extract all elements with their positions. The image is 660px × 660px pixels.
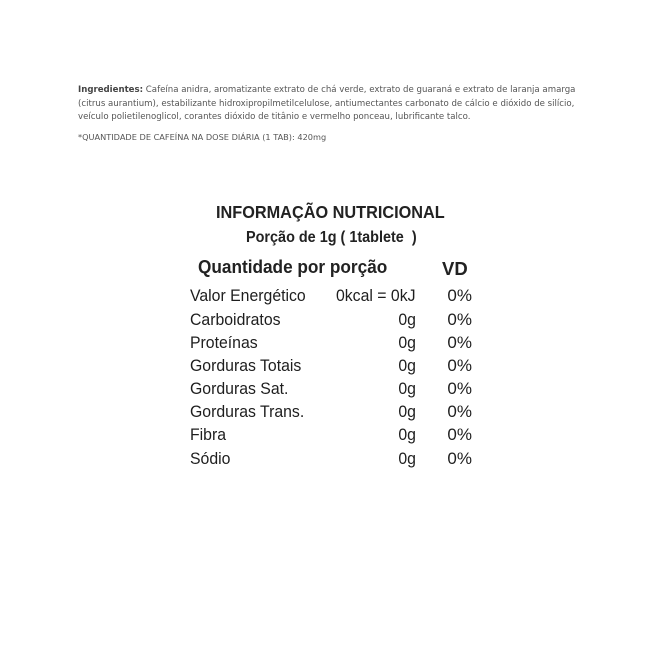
nutrient-daily-value: 0% [447,402,472,421]
nutrient-amount: 0g [398,310,416,329]
nutrient-daily-value: 0% [447,356,472,375]
nutrient-amount: 0g [398,402,416,421]
nutrient-daily-value: 0% [447,310,472,329]
nutrient-daily-value: 0% [447,333,472,352]
nutrition-title: INFORMAÇÃO NUTRICIONAL [216,202,445,222]
nutrient-amount: 0g [398,356,416,375]
nutrient-name: Carboidratos [190,310,281,329]
caffeine-dose-note: *QUANTIDADE DE CAFEÍNA NA DOSE DIÁRIA (1 TAB): 420mg [78,132,327,142]
nutrient-name: Fibra [190,425,227,444]
header-daily-value: VD [442,258,468,279]
nutrient-amount: 0g [398,379,416,398]
nutrient-row [0,286,660,309]
header-quantity-per-portion: Quantidade por porção [198,256,388,277]
ingredients-text: Cafeína anidra, aromatizante extrato de chá verde, extrato de guaraná e extrato de laranja amarga (citrus aurantium), estabilizante hidroxipropilmetilcelulose, antiumectantes carbonato de cálcio e dióxido de silício, veículo polietilenoglicol, corantes dióxido de titânio e vermelho ponceau, lubrificante talco. [78,85,576,122]
nutrient-name: Gorduras Trans. [190,402,305,421]
nutrient-row [0,310,660,333]
nutrient-name: Proteínas [190,333,258,352]
nutrient-row [0,379,660,402]
nutrient-name: Gorduras Totais [190,356,302,375]
portion-size: Porção de 1g ( 1tablete ) [246,229,417,246]
nutrient-row [0,333,660,356]
nutrient-row [0,425,660,448]
nutrient-daily-value: 0% [447,449,472,468]
nutrient-row [0,402,660,425]
nutrient-amount: 0g [398,425,416,444]
nutrient-daily-value: 0% [447,425,472,444]
nutrient-amount: 0kcal = 0kJ [336,286,416,305]
nutrient-daily-value: 0% [447,286,472,305]
nutrient-row [0,449,660,472]
ingredients-label: Ingredientes: [78,85,144,95]
nutrient-name: Valor Energético [190,286,306,305]
nutrient-name: Gorduras Sat. [190,379,289,398]
nutrient-row [0,356,660,379]
nutrient-amount: 0g [398,333,416,352]
nutrient-daily-value: 0% [447,379,472,398]
nutrient-name: Sódio [190,449,231,468]
nutrient-amount: 0g [398,449,416,468]
